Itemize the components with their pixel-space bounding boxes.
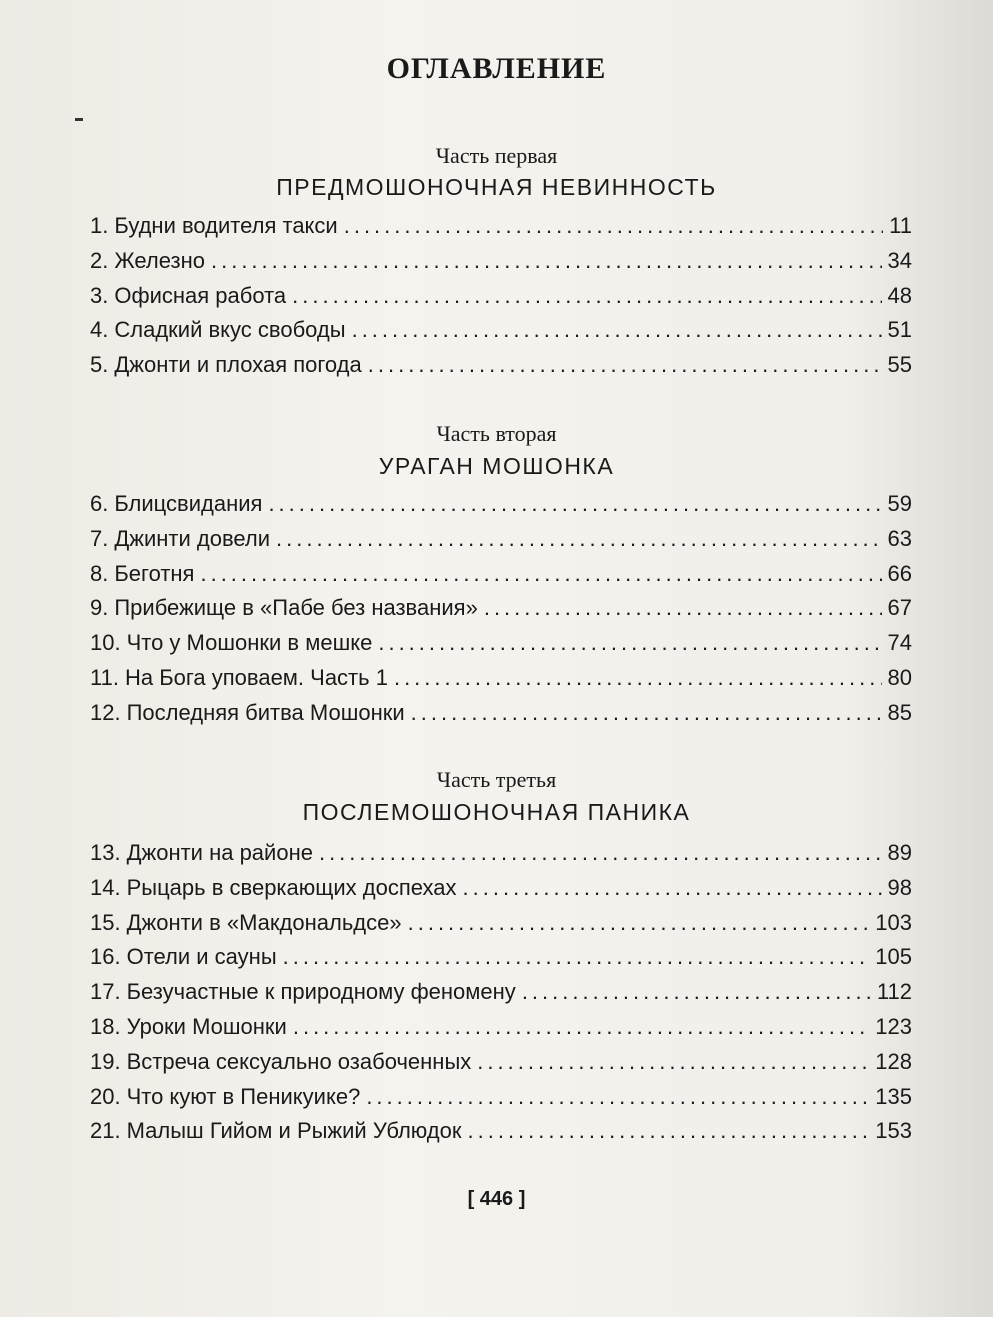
chapter-title: Прибежище в «Пабе без названия»: [114, 595, 478, 621]
toc-entry[interactable]: [90, 665, 912, 700]
toc-entry[interactable]: [90, 248, 912, 283]
toc-entry[interactable]: [90, 630, 912, 665]
chapter-page: 51: [887, 317, 912, 343]
toc-entry[interactable]: [90, 910, 912, 945]
chapter-number: 19.: [90, 1048, 121, 1074]
toc-entry[interactable]: [90, 526, 912, 561]
chapter-title: Офисная работа: [114, 282, 287, 308]
part-title: ПРЕДМОШОНОЧНАЯ НЕВИННОСТЬ: [276, 174, 717, 200]
chapter-page: 105: [875, 944, 912, 970]
chapter-number: 13.: [90, 840, 121, 865]
chapter-number: 11.: [90, 664, 119, 690]
chapter-title: Что у Мошонки в мешке: [126, 630, 373, 656]
chapter-page: 135: [875, 1083, 912, 1109]
toc-entry[interactable]: [90, 317, 912, 352]
chapter-title: Джонти на районе: [126, 840, 313, 865]
chapter-page: 103: [875, 909, 912, 935]
chapter-number: 2.: [90, 247, 109, 273]
dot-leader: [411, 700, 882, 726]
part-title: УРАГАН МОШОНКА: [378, 453, 615, 479]
dot-leader: [200, 561, 881, 587]
toc-entry[interactable]: [90, 595, 912, 630]
chapter-number: 3.: [90, 282, 109, 308]
chapter-number: 1.: [90, 213, 109, 238]
dot-leader: [408, 910, 870, 936]
page-number: [ 446 ]: [467, 1188, 526, 1210]
part-title: ПОСЛЕМОШОНОЧНАЯ ПАНИКА: [302, 799, 691, 825]
chapter-title: Встреча сексуально озабоченных: [126, 1048, 472, 1074]
toc-entry[interactable]: [90, 1014, 912, 1049]
chapter-number: 16.: [90, 944, 121, 970]
page-title: ОГЛАВЛЕНИЕ: [386, 52, 607, 85]
dot-leader: [283, 944, 870, 970]
chapter-number: 7.: [90, 525, 109, 551]
chapter-title: На Бога уповаем. Часть 1: [124, 664, 388, 690]
toc-entry[interactable]: [90, 283, 912, 318]
chapter-list: [90, 213, 912, 387]
chapter-page: 153: [875, 1118, 912, 1144]
chapter-title: Отели и сауны: [126, 944, 277, 970]
toc-entry[interactable]: [90, 491, 912, 526]
chapter-number: 6.: [90, 491, 109, 516]
dot-leader: [268, 491, 881, 517]
dot-leader: [522, 979, 871, 1005]
dot-leader: [378, 630, 881, 656]
chapter-number: 10.: [90, 630, 121, 656]
chapter-number: 20.: [90, 1083, 121, 1109]
toc-entry[interactable]: [90, 1118, 912, 1153]
dot-leader: [394, 665, 882, 691]
chapter-title: Блицсвидания: [114, 491, 263, 516]
chapter-title: Рыцарь в сверкающих доспехах: [126, 874, 457, 900]
dot-leader: [484, 595, 882, 621]
dot-leader: [293, 1014, 869, 1040]
chapter-page: 85: [887, 699, 912, 725]
dot-leader: [276, 526, 881, 552]
part-label: Часть вторая: [436, 421, 557, 446]
dot-leader: [292, 283, 881, 309]
toc-entry[interactable]: [90, 1049, 912, 1084]
toc-entry[interactable]: [90, 352, 912, 387]
chapter-page: 63: [887, 525, 912, 551]
chapter-title: Железно: [114, 247, 205, 273]
chapter-number: 5.: [90, 352, 109, 378]
chapter-title: Джинти довели: [114, 525, 271, 551]
chapter-list: [90, 840, 912, 1153]
chapter-page: 112: [876, 979, 912, 1005]
dot-leader: [366, 1084, 869, 1110]
dot-leader: [319, 840, 882, 866]
chapter-page: 123: [875, 1013, 912, 1039]
chapter-title: Джонти и плохая погода: [114, 352, 362, 378]
chapter-number: 12.: [90, 699, 121, 725]
print-mark: [75, 118, 83, 121]
chapter-page: 98: [887, 874, 912, 900]
chapter-page: 55: [887, 352, 912, 378]
chapter-number: 18.: [90, 1013, 121, 1039]
chapter-title: Последняя битва Мошонки: [126, 699, 405, 725]
chapter-page: 89: [887, 840, 912, 865]
chapter-number: 17.: [90, 979, 121, 1005]
toc-entry[interactable]: [90, 561, 912, 596]
toc-entry[interactable]: [90, 700, 912, 735]
dot-leader: [477, 1049, 869, 1075]
chapter-number: 21.: [90, 1118, 121, 1144]
chapter-number: 8.: [90, 560, 109, 586]
chapter-title: Что куют в Пеникуике?: [126, 1083, 361, 1109]
dot-leader: [344, 213, 883, 239]
chapter-number: 4.: [90, 317, 109, 343]
chapter-page: 128: [875, 1048, 912, 1074]
toc-entry[interactable]: [90, 1084, 912, 1119]
dot-leader: [463, 875, 882, 901]
chapter-title: Безучастные к природному феномену: [126, 979, 516, 1005]
chapter-page: 11: [889, 213, 912, 238]
toc-entry[interactable]: [90, 979, 912, 1014]
chapter-page: 80: [887, 664, 912, 690]
toc-entry[interactable]: [90, 944, 912, 979]
dot-leader: [352, 317, 882, 343]
dot-leader: [468, 1118, 870, 1144]
chapter-page: 74: [887, 630, 912, 656]
chapter-page: 34: [887, 247, 912, 273]
toc-entry[interactable]: [90, 875, 912, 910]
chapter-title: Джонти в «Макдональдсе»: [126, 909, 402, 935]
toc-entry[interactable]: [90, 840, 912, 875]
chapter-number: 14.: [90, 874, 121, 900]
chapter-page: 48: [887, 282, 912, 308]
chapter-page: 67: [887, 595, 912, 621]
part-label: Часть третья: [436, 767, 557, 792]
chapter-page: 66: [887, 560, 912, 586]
chapter-title: Уроки Мошонки: [126, 1013, 287, 1039]
chapter-list: [90, 491, 912, 735]
chapter-title: Малыш Гийом и Рыжий Ублюдок: [126, 1118, 462, 1144]
dot-leader: [211, 248, 882, 274]
part-label: Часть первая: [435, 143, 558, 168]
toc-entry[interactable]: [90, 213, 912, 248]
chapter-title: Будни водителя такси: [114, 213, 338, 238]
chapter-number: 9.: [90, 595, 109, 621]
chapter-number: 15.: [90, 909, 121, 935]
chapter-title: Беготня: [114, 560, 195, 586]
dot-leader: [368, 352, 882, 378]
chapter-page: 59: [887, 491, 912, 516]
chapter-title: Сладкий вкус свободы: [114, 317, 346, 343]
